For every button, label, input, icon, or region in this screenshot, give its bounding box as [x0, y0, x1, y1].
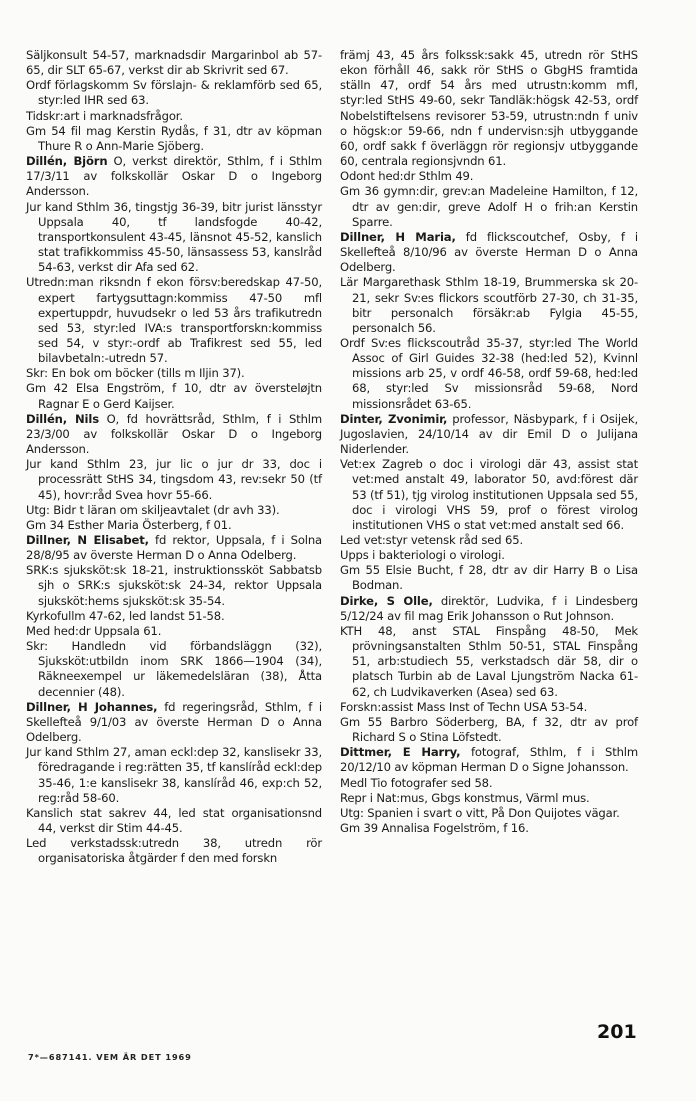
person-name: Dillner, H Johannes,: [26, 699, 158, 714]
entry-paragraph: Skr: En bok om böcker (tills m Iljin 37).: [26, 366, 245, 381]
entry-paragraph: Gm 34 Esther Maria Österberg, f 01.: [26, 517, 232, 532]
person-name: Dillén, Björn: [26, 154, 108, 169]
page-number: 201: [597, 1021, 637, 1043]
entry-paragraph: Tidskr:art i marknadsfrågor.: [26, 108, 183, 123]
entry-paragraph: Utg: Bidr t läran om skiljeavtalet (dr avh 33).: [26, 502, 280, 517]
entry-paragraph: Gm 55 Barbro Söderberg, BA, f 32, dtr av prof Richard S o Stina Löfstedt.: [340, 714, 638, 745]
entry-heading: Dirke, S Olle, direktör, Ludvika, f i Lindesberg 5/12/24 av fil mag Erik Johansson o Rut Johnson.: [340, 593, 638, 623]
person-name: Dinter, Zvonimir,: [340, 411, 448, 426]
entry-paragraph: Säljkonsult 54-57, marknadsdir Margarinbol ab 57-65, dir SLT 65-67, verkst dir ab Skrivrit sed 67.: [26, 48, 322, 78]
entry-heading: Dillén, Björn O, verkst direktör, Sthlm, f i Sthlm 17/3/11 av folkskollär Oskar D o Ingeborg Andersson.: [26, 154, 322, 199]
entry-paragraph: Kyrkofullm 47-62, led landst 51-58.: [26, 608, 225, 623]
person-name: Dillner, N Elisabet,: [26, 533, 149, 547]
entry-paragraph: Jur kand Sthlm 27, aman eckl:dep 32, kanslisekr 33, föredragande i reg:rätten 35, tf kanslíråd eckl:dep 35-46, 1:e kanslisekr 38, kanslíråd 46, exp:ch 52, reg:råd 58-60.: [26, 745, 322, 805]
person-name: Dillner, H Maria,: [340, 229, 456, 244]
person-name: Dillén, Nils: [26, 411, 99, 426]
entry-paragraph: SRK:s sjuksköt:sk 18-21, instruktionssköt Sabbatsb sjh o SRK:s sjuksköt:sk 24-34, rektor Uppsala sjuksköt:hems sjuksköt:sk 35-54.: [26, 563, 322, 608]
entry-paragraph: Led verkstadssk:utredn 38, utredn rör organisatoriska åtgärder f den med forskn: [26, 836, 322, 866]
entry-paragraph: Gm 39 Annalisa Fogelström, f 16.: [340, 820, 529, 835]
entry-paragraph: Medl Tio fotografer sed 58.: [340, 775, 493, 790]
entry-paragraph: främj 43, 45 års folkssk:sakk 45, utredn rör StHS ekon förhåll 46, sakk rör StHS o GbgHS framtida ställn 47, ordf 54 års med utrustn:komm mfl, styr:led StHS 49-60, sekr Tandläk:högsk 42-53, ordf Nobelstiftelsens revisorer 53-59, utrustn:ndn f univ o högsk:or 59-66, ndn f undervisn:sjh utbyggande 60, ordf sakk f överläggn rör regionsjv utbyggande 60, centrala regionsjvndn 61.: [340, 48, 638, 169]
entry-paragraph: Utg: Spanien i svart o vitt, På Don Quijotes vägar.: [340, 805, 620, 820]
entry-paragraph: Ordf Sv:es flickscoutråd 35-37, styr:led The World Assoc of Girl Guides 32-38 (hed:led 52), Kvinnl missions arb 25, v ordf 46-58, ordf 59-68, hed:led 68, styr:led Sv missionsråd 59-68, Nord missionsrådet 63-65.: [340, 335, 638, 411]
entry-paragraph: Jur kand Sthlm 36, tingstjg 36-39, bitr jurist länsstyr Uppsala 40, tf landsfogde 40-42, transportkonsulent 43-45, länsnot 45-52, kanslich stat trafikkommiss 45-50, länsassess 53, kanslråd 54-63, verkst dir Afa sed 62.: [26, 199, 322, 275]
entry-paragraph: Led vet:styr vetensk råd sed 65.: [340, 533, 524, 547]
entry-paragraph: Med hed:dr Uppsala 61.: [26, 623, 162, 638]
entry-paragraph: Odont hed:dr Sthlm 49.: [340, 169, 474, 184]
entry-heading: Dittmer, E Harry, fotograf, Sthlm, f i Sthlm 20/12/10 av köpman Herman D o Signe Johansson.: [340, 745, 638, 775]
entry-heading: Dillner, H Johannes, fd regeringsråd, Sthlm, f i Skellefteå 9/1/03 av överste Herman D o Anna Odelberg.: [26, 699, 322, 745]
entry-paragraph: Ordf förlagskomm Sv förslajn- & reklamförb sed 65, styr:led IHR sed 63.: [26, 78, 322, 108]
entry-paragraph: Upps i bakteriologi o virologi.: [340, 548, 505, 563]
print-signature: 7*—687141. VEM ÄR DET 1969: [28, 1052, 192, 1062]
entry-paragraph: Gm 42 Elsa Engström, f 10, dtr av översteløjtn Ragnar E o Gerd Kaijser.: [26, 381, 322, 411]
entry-paragraph: Repr i Nat:mus, Gbgs konstmus, Värml mus.: [340, 790, 590, 805]
entry-heading: Dillén, Nils O, fd hovrättsråd, Sthlm, f i Sthlm 23/3/00 av folkskollär Oskar D o Ingeborg Andersson.: [26, 411, 322, 457]
entry-paragraph: Gm 55 Elsie Bucht, f 28, dtr av dir Harry B o Lisa Bodman.: [340, 563, 638, 593]
entry-heading: Dinter, Zvonimir, professor, Näsbypark, f i Osijek, Jugoslavien, 24/10/14 av dir Emil D o Julijana Niderlender.: [340, 411, 638, 457]
entry-paragraph: KTH 48, anst STAL Finspång 48-50, Mek prövningsanstalten Sthlm 50-51, STAL Finspång 51, arb:studiech 55, verkstadsch där 58, dir o platsch Turbin ab de Laval Ljungström Nacka 61-62, ch Ludvikaverken (Asea) sed 63.: [340, 623, 638, 699]
person-name: Dittmer, E Harry,: [340, 745, 461, 760]
entry-paragraph: Utredn:man riksndn f ekon försv:beredskap 47-50, expert fartygsuttagn:kommiss 47-50 mfl expertuppdr, huvudsekr o led 53 års trafikutredn sed 53, styr:led IVA:s transportforskn:kommiss sed 54, v styr:-ordf ab Trafikrest sed 55, led bilavbetaln:-utredn 57.: [26, 275, 322, 366]
entry-paragraph: Kanslich stat sakrev 44, led stat organisationsnd 44, verkst dir Stim 44-45.: [26, 805, 322, 835]
entry-paragraph: Jur kand Sthlm 23, jur lic o jur dr 33, doc i processrätt StHS 34, tingsdom 43, rev:sekr 50 (tf 45), hovr:råd Svea hovr 55-66.: [26, 457, 322, 502]
entry-paragraph: Gm 54 fil mag Kerstin Rydås, f 31, dtr av köpman Thure R o Ann-Marie Sjöberg.: [26, 123, 322, 153]
entry-paragraph: Lär Margarethask Sthlm 18-19, Brummerska sk 20-21, sekr Sv:es flickors scoutförb 27-30, ch 31-35, bitr personalch försäkr:ab Fylgia 45-55, personalch 56.: [340, 275, 638, 335]
entry-paragraph: Gm 36 gymn:dir, grev:an Madeleine Hamilton, f 12, dtr av gen:dir, greve Adolf H o frih:an Kerstin Sparre.: [340, 184, 638, 229]
left-column: [26, 48, 322, 866]
person-name: Dirke, S Olle,: [340, 593, 433, 608]
entry-heading: Dillner, N Elisabet, fd rektor, Uppsala, f i Solna 28/8/95 av överste Herman D o Anna Odelberg.: [26, 533, 322, 563]
entry-paragraph: Skr: Handledn vid förbandsläggn (32), Sjuksköt:utbildn inom SRK 1866—1904 (34), Räkneexempel ur läkemedelsläran (38), Åtta decennier (48).: [26, 639, 322, 699]
entry-paragraph: Vet:ex Zagreb o doc i virologi där 43, assist stat vet:med anstalt 49, laborator 50, avd:förest där 53 (tf 51), tjg virolog institutionen Uppsala sed 55, doc i virologi VHS 59, prof o förest virolog institutionen VHS o stat vet:med anstalt sed 66.: [340, 457, 638, 532]
right-column: [340, 48, 638, 836]
entry-paragraph: Forskn:assist Mass Inst of Techn USA 53-54.: [340, 699, 588, 714]
entry-heading: Dillner, H Maria, fd flickscoutchef, Osby, f i Skellefteå 8/10/96 av överste Herman D o Anna Odelberg.: [340, 229, 638, 275]
